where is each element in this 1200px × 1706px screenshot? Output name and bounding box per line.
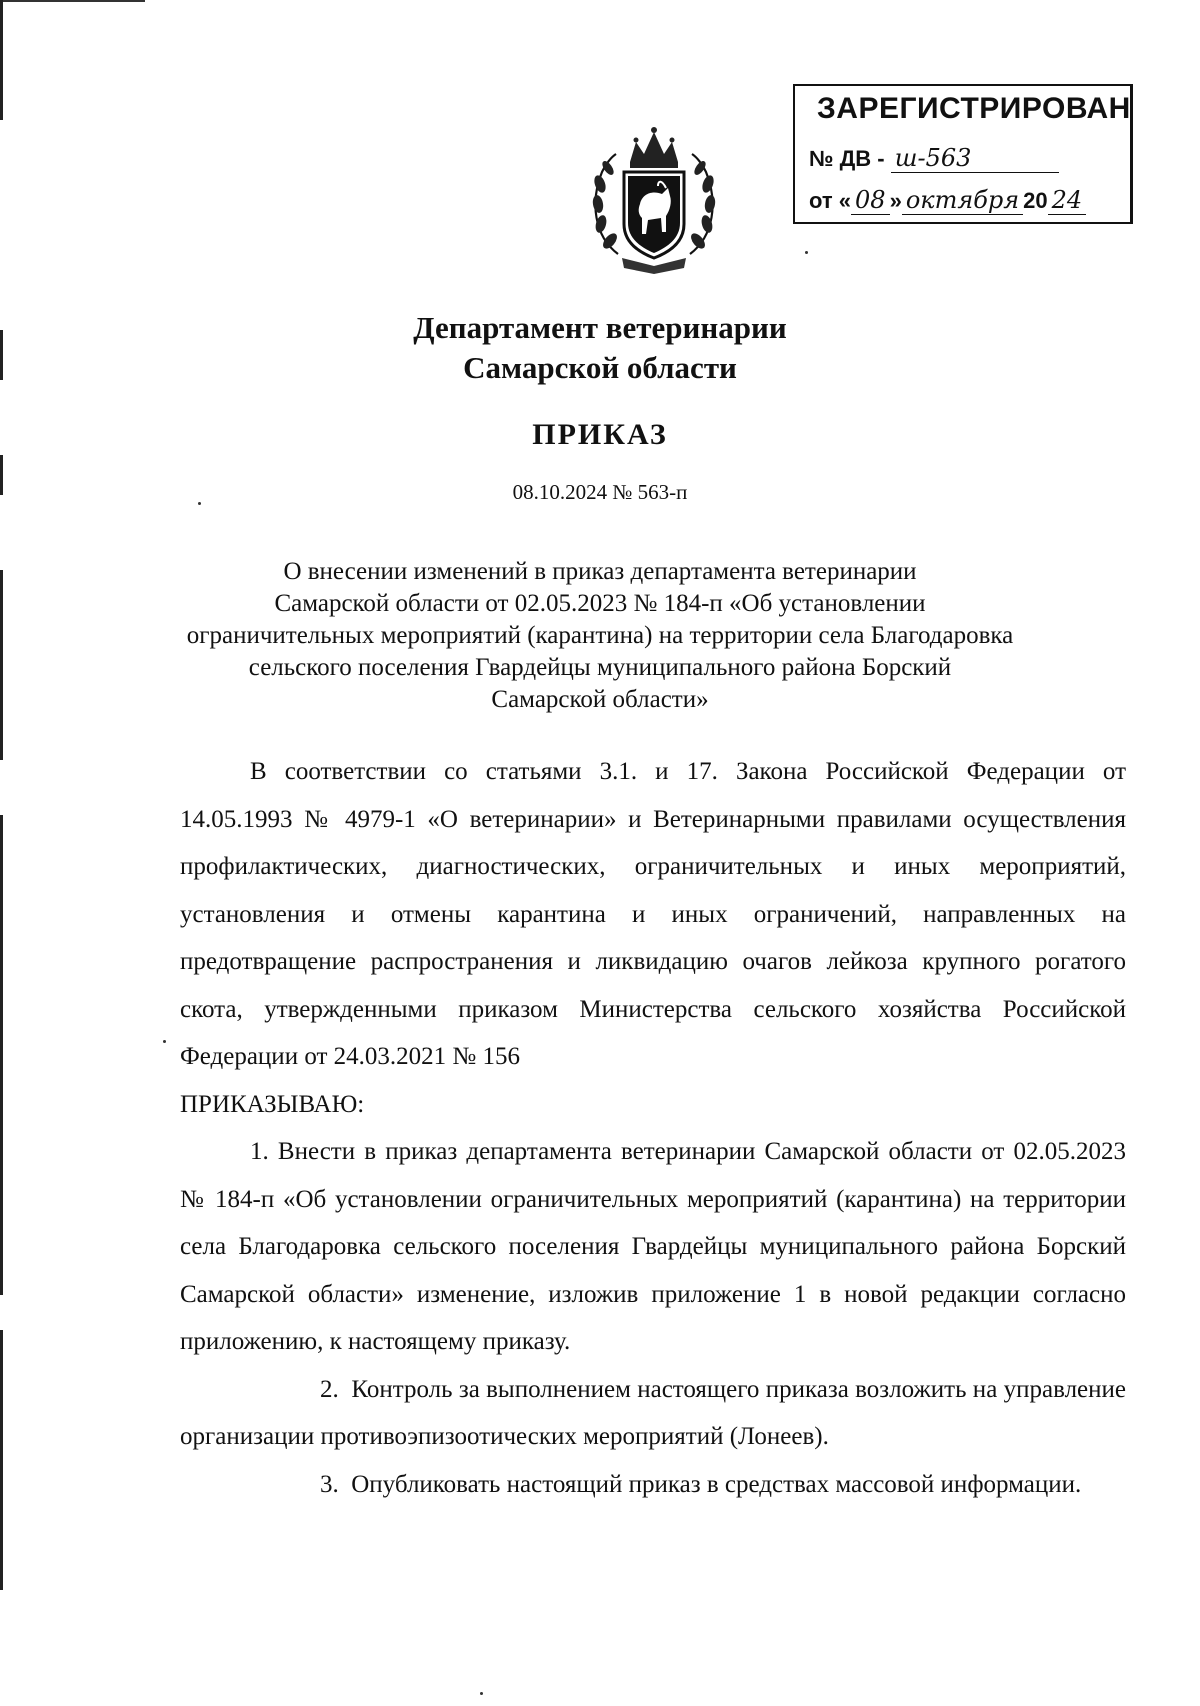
item-text: Опубликовать настоящий приказ в средствах массовой информации. xyxy=(351,1470,1082,1498)
samara-coat-of-arms-icon xyxy=(588,124,720,276)
stamp-date-prefix: от « xyxy=(809,188,852,213)
subject-line: ограничительных мероприятий (карантина) на территории села Благодаровка xyxy=(186,622,1014,649)
item-number: 2. xyxy=(320,1375,339,1403)
order-body xyxy=(180,748,1126,1508)
subject-line: Самарской области от 02.05.2023 № 184-п «Об установлении xyxy=(274,590,926,617)
item-text: Контроль за выполнением настоящего приказа возложить на управление организации противоэпизоотических мероприятий (Лонеев). xyxy=(180,1375,1126,1450)
stamp-handwritten-number: ш-563 xyxy=(891,144,1059,173)
subject-line: О внесении изменений в приказ департамента ветеринарии xyxy=(283,558,917,585)
document-type-title: ПРИКАЗ xyxy=(532,418,668,451)
order-subject xyxy=(0,556,1200,716)
command-word: ПРИКАЗЫВАЮ: xyxy=(180,1090,365,1118)
stamp-date-line xyxy=(809,186,1086,215)
stamp-handwritten-month: октября xyxy=(902,186,1023,215)
subject-line: Самарской области» xyxy=(491,686,709,713)
order-item-2 xyxy=(180,1366,1126,1461)
department-name xyxy=(0,308,1200,388)
stamp-handwritten-day: 08 xyxy=(851,186,890,215)
scan-artifact xyxy=(0,0,145,2)
stamp-date-mid: » xyxy=(889,188,902,213)
scan-artifact xyxy=(0,0,3,120)
stamp-date-year-prefix: 20 xyxy=(1023,188,1048,213)
department-name-line2: Самарской области xyxy=(463,350,737,385)
scan-speck xyxy=(163,1040,166,1043)
order-item-3 xyxy=(180,1461,1126,1509)
stamp-reg-number-line xyxy=(809,144,1059,173)
order-item-1 xyxy=(180,1128,1126,1366)
item-text: Внести в приказ департамента ветеринарии Самарской области от 02.05.2023 № 184-п «Об установлении ограничительных мероприятий (карантина) на территории села Благодаровка сельского поселения Гвардейцы муниципального района Борский Самарской области» изменение, изложив приложение 1 в новой редакции согласно приложению, к настоящему приказу. xyxy=(180,1138,1127,1355)
scan-artifact xyxy=(0,1330,3,1590)
stamp-handwritten-year: 24 xyxy=(1048,186,1087,215)
scan-speck xyxy=(805,251,808,254)
preamble-paragraph: В соответствии со статьями 3.1. и 17. Закона Российской Федерации от 14.05.1993 № 4979-1 «О ветеринарии» и Ветеринарными правилами осуществления профилактических, диагностических, ограничительных и иных мероприятий, установления и отмены карантина и иных ограничений, направленных на предотвращение распространения и ликвидацию очагов лейкоза крупного рогатого скота, утвержденными приказом Министерства сельского хозяйства Российской Федерации от 24.03.2021 № 156 xyxy=(180,758,1126,1070)
scan-artifact xyxy=(0,815,3,1295)
scan-speck xyxy=(480,1692,483,1695)
stamp-title: ЗАРЕГИСТРИРОВАН xyxy=(817,92,1131,125)
registration-stamp xyxy=(793,84,1133,224)
department-name-line1: Департамент ветеринарии xyxy=(413,310,787,345)
item-number: 1. xyxy=(250,1138,269,1165)
stamp-reg-prefix: № ДВ - xyxy=(809,146,885,171)
subject-line: сельского поселения Гвардейцы муниципального района Борский xyxy=(248,654,952,681)
order-date-number: 08.10.2024 № 563-п xyxy=(512,480,688,504)
item-number: 3. xyxy=(320,1470,339,1498)
